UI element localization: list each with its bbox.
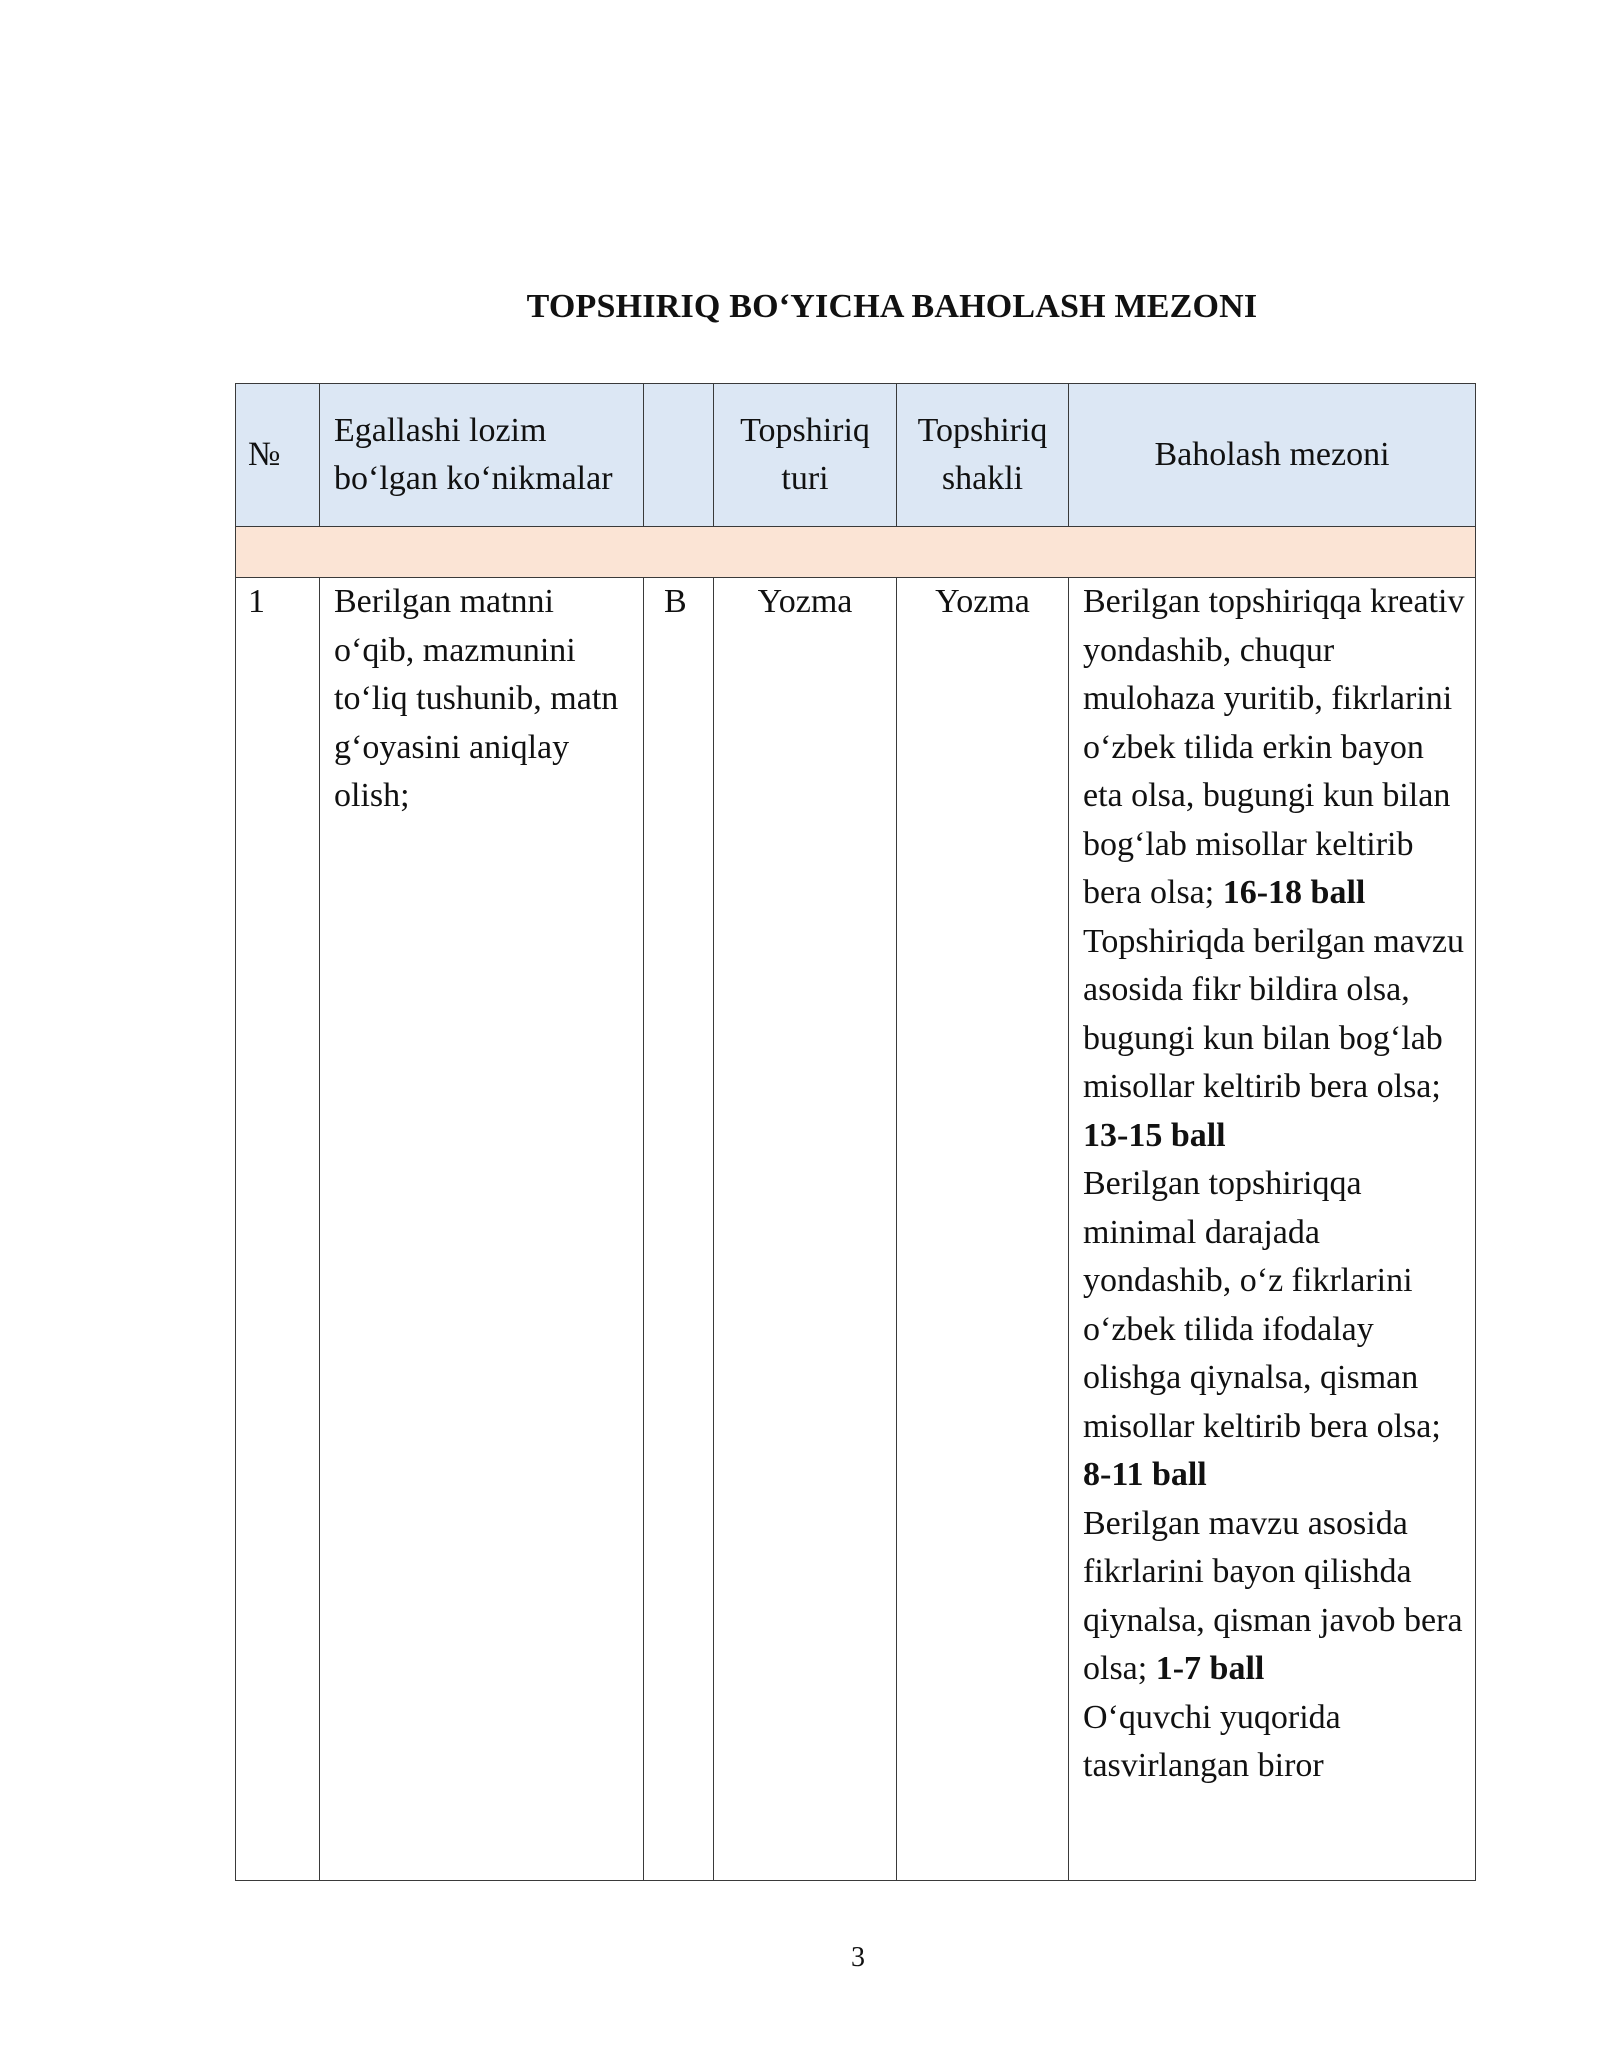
row-number: 1	[236, 578, 320, 1881]
header-skills: Egallashi lozim bo‘lgan ko‘nikmalar	[320, 384, 644, 527]
row-level: B	[644, 578, 714, 1881]
table-row	[236, 578, 1476, 1881]
page-title: TOPSHIRIQ BO‘YICHA BAHOLASH MEZONI	[526, 288, 1258, 325]
page-number: 3	[851, 1942, 865, 1973]
criteria-text: O‘quvchi yuqorida tasvirlangan biror	[1083, 1698, 1341, 1784]
criteria-level-3	[1083, 1160, 1469, 1500]
criteria-score: 16-18 ball	[1222, 874, 1366, 911]
criteria-text: Berilgan topshiriqqa minimal darajada yondashib, o‘z fikrlarini o‘zbek tilida ifodalay olishga qiynalsa, qisman misollar keltirib bera olsa;	[1083, 1165, 1441, 1445]
row-criteria	[1069, 578, 1476, 1881]
criteria-score: 1-7 ball	[1155, 1650, 1265, 1687]
criteria-score: 8-11 ball	[1083, 1456, 1207, 1493]
header-criteria: Baholash mezoni	[1069, 384, 1476, 527]
header-level	[644, 384, 714, 527]
criteria-text: Topshiriqda berilgan mavzu asosida fikr bildira olsa, bugungi kun bilan bog‘lab misollar keltirib bera olsa;	[1083, 922, 1464, 1105]
criteria-level-5	[1083, 1694, 1469, 1791]
row-skills: Berilgan matnni o‘qib, mazmunini to‘liq tushunib, matn g‘oyasini aniqlay olish;	[320, 578, 644, 1881]
criteria-level-2	[1083, 918, 1469, 1161]
row-task-type: Yozma	[714, 578, 897, 1881]
header-number: №	[236, 384, 320, 527]
header-task-form: Topshiriq shakli	[897, 384, 1069, 527]
table-header-row	[236, 384, 1476, 527]
criteria-level-1	[1083, 578, 1469, 918]
assessment-criteria-table	[235, 383, 1476, 1881]
criteria-text: Berilgan mavzu asosida fikrlarini bayon qilishda qiynalsa, qisman javob bera olsa;	[1083, 1504, 1463, 1687]
criteria-score: 13-15 ball	[1083, 1116, 1226, 1154]
band-cell	[236, 527, 1476, 578]
row-task-form: Yozma	[897, 578, 1069, 1881]
criteria-text: Berilgan topshiriqqa kreativ yondashib, chuqur mulohaza yuritib, fikrlarini o‘zbek tilida erkin bayon eta olsa, bugungi kun bilan bog‘lab misollar keltirib bera olsa;	[1083, 583, 1465, 911]
table-band-row	[236, 527, 1476, 578]
header-task-type: Topshiriq turi	[714, 384, 897, 527]
criteria-level-4	[1083, 1500, 1469, 1694]
